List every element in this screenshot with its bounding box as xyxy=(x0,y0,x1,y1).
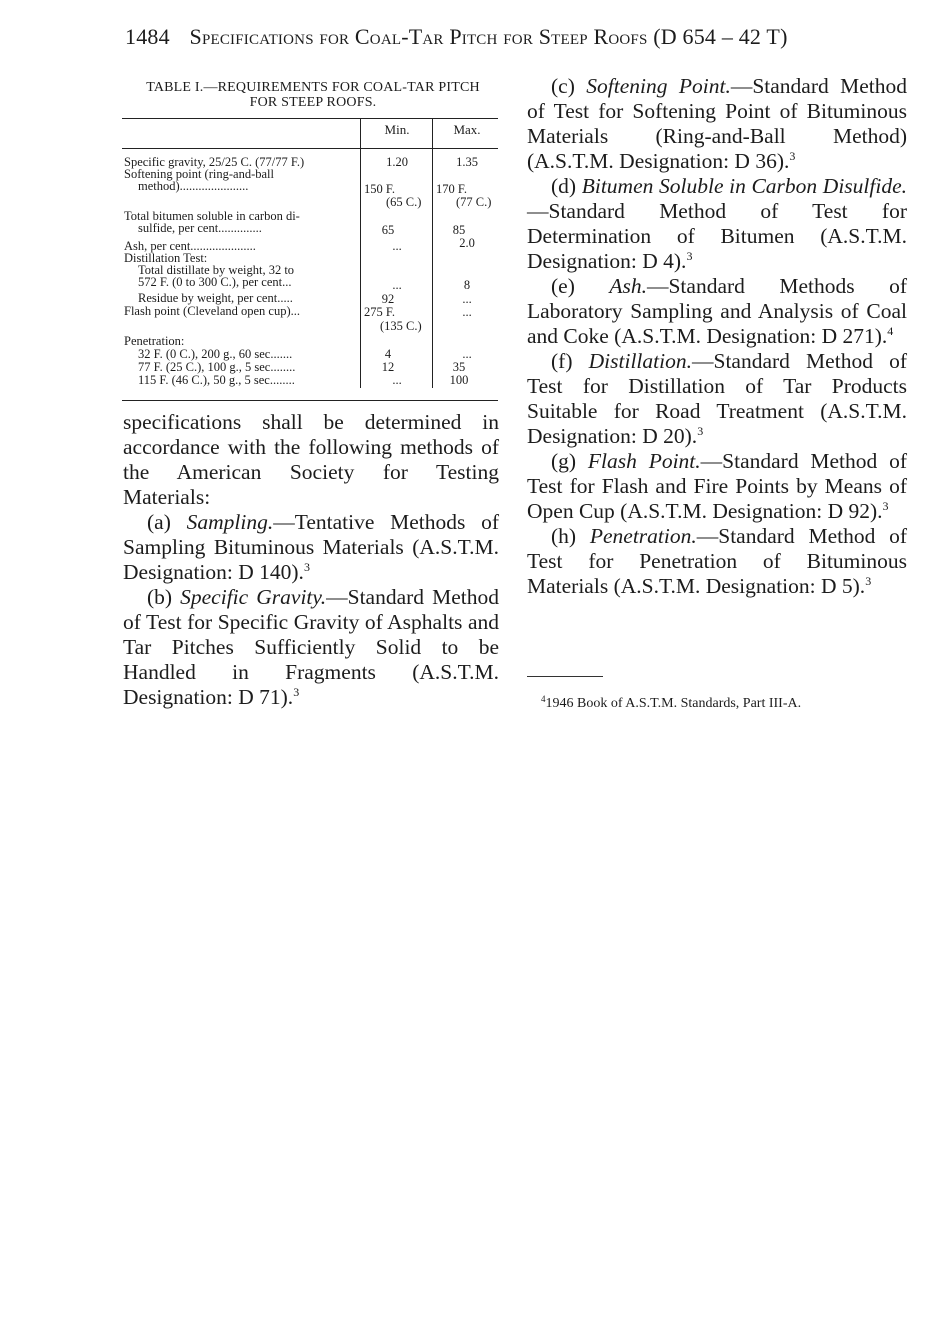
footnote-ref: 3 xyxy=(697,424,704,438)
min-value: 150 F. xyxy=(364,182,395,196)
row-label: Total bitumen soluble in carbon di- xyxy=(124,209,300,223)
row-label: Penetration: xyxy=(124,334,185,348)
min-value: (65 C.) xyxy=(386,195,422,209)
min-value: 1.20 xyxy=(386,155,408,169)
paragraph-label: (b) xyxy=(147,585,173,609)
min-value: (135 C.) xyxy=(380,319,422,333)
row-label: Ash, per cent..................... xyxy=(124,239,256,253)
column-header-min: Min. xyxy=(384,122,410,137)
paragraph-label: (c) xyxy=(551,74,575,98)
row-label: Softening point (ring-and-ball xyxy=(124,167,274,181)
paragraph-f xyxy=(527,349,907,449)
paragraph-e xyxy=(527,274,907,349)
footnote-text: 1946 Book of A.S.T.M. Standards, Part III-A. xyxy=(545,696,802,711)
left-column-text xyxy=(123,410,499,710)
table-column-rule-1 xyxy=(360,118,361,388)
paragraph-title: Bitumen Soluble in Carbon Disulfide. xyxy=(581,174,908,198)
min-value: 4 xyxy=(384,347,392,361)
table-column-rule-2 xyxy=(432,118,433,388)
max-value: 100 xyxy=(449,373,469,387)
paragraph-label: (g) xyxy=(551,449,577,473)
row-label: method)...................... xyxy=(138,179,249,193)
footnote-ref: 3 xyxy=(882,499,889,513)
column-header-max: Max. xyxy=(453,122,481,137)
max-value: 2.0 xyxy=(459,236,475,250)
max-value: 170 F. xyxy=(436,182,467,196)
max-value: 1.35 xyxy=(456,155,478,169)
paragraph-body: —Standard Method of Test for Penetration of Bituminous Materials (A.S.T.M. Designation: D 5). xyxy=(527,524,908,598)
paragraph-title: Sampling. xyxy=(186,510,274,534)
paragraph-label: (e) xyxy=(551,274,575,298)
page-number: 1484 xyxy=(125,24,170,49)
row-label: Distillation Test: xyxy=(124,251,208,265)
min-value: 65 xyxy=(381,223,395,237)
footnote-ref: 3 xyxy=(303,560,310,574)
paragraph-body: —Standard Method of Test for Distillation of Tar Products Suitable for Road Treatment (A.S.T.M. Designation: D 20). xyxy=(527,349,908,448)
table-bottom-rule xyxy=(122,400,498,401)
max-value: 35 xyxy=(452,360,466,374)
right-column-text xyxy=(527,74,907,599)
table-top-rule xyxy=(122,118,498,119)
paragraph-label: (h) xyxy=(551,524,577,548)
table-title-line-2: FOR STEEP ROOFS. xyxy=(249,95,377,110)
paragraph-body: —Standard Method of Test for Flash and Fire Points by Means of Open Cup (A.S.T.M. Designation: D 92). xyxy=(527,449,908,523)
row-label: 115 F. (46 C.), 50 g., 5 sec........ xyxy=(138,373,295,387)
paragraph-body: —Standard Method of Test for Softening Point of Bituminous Materials (Ring-and-Ball Method) (A.S.T.M. Designation: D 36). xyxy=(527,74,908,173)
running-title: Specifications for Coal-Tar Pitch for Steep Roofs (D 654 – 42 T) xyxy=(189,24,788,49)
paragraph-title: Penetration. xyxy=(589,524,697,548)
max-value: ... xyxy=(462,347,472,361)
paragraph-a xyxy=(123,510,499,585)
table-title xyxy=(122,80,504,110)
paragraph-body: —Standard Methods of Laboratory Sampling and Analysis of Coal and Coke (A.S.T.M. Designation: D 271). xyxy=(527,274,907,348)
footnote-ref: 3 xyxy=(789,149,796,163)
paragraph-label: (f) xyxy=(551,349,573,373)
row-label: sulfide, per cent.............. xyxy=(138,221,262,235)
paragraph-title: Softening Point. xyxy=(586,74,731,98)
intro-paragraph: specifications shall be determined in accordance with the following methods of the American Society for Testing Materials: xyxy=(123,410,499,509)
paragraph-body: —Standard Method of Test for Specific Gravity of Asphalts and Tar Pitches Sufficiently Solid to be Handled in Fragments (A.S.T.M. Designation: D 71). xyxy=(123,585,499,709)
row-label: Residue by weight, per cent..... xyxy=(138,291,293,305)
min-value: 12 xyxy=(381,360,395,374)
row-label: Flash point (Cleveland open cup)... xyxy=(124,304,301,318)
paragraph-label: (a) xyxy=(147,510,171,534)
footnote-rule xyxy=(527,676,603,677)
footnote xyxy=(541,696,801,712)
row-label: 77 F. (25 C.), 100 g., 5 sec........ xyxy=(138,360,296,374)
min-value: ... xyxy=(392,278,402,292)
paragraph-label: (d) xyxy=(551,174,577,198)
row-label: 32 F. (0 C.), 200 g., 60 sec....... xyxy=(138,347,293,361)
table-header-rule xyxy=(122,148,498,149)
paragraph-title: Ash. xyxy=(609,274,647,298)
paragraph-title: Distillation. xyxy=(588,349,692,373)
footnote-ref: 4 xyxy=(887,324,894,338)
min-value: ... xyxy=(392,373,402,387)
footnote-ref: 3 xyxy=(865,574,872,588)
paragraph-title: Flash Point. xyxy=(587,449,701,473)
max-value: 8 xyxy=(463,278,471,292)
running-header xyxy=(125,24,788,50)
max-value: ... xyxy=(462,305,472,319)
paragraph-g xyxy=(527,449,907,524)
footnote-ref: 3 xyxy=(686,249,693,263)
table-title-line-1: TABLE I.—REQUIREMENTS FOR COAL-TAR PITCH xyxy=(146,80,480,95)
paragraph-c xyxy=(527,74,907,174)
paragraph-body: —Standard Method of Test for Determination of Bitumen (A.S.T.M. Designation: D 4). xyxy=(527,199,907,273)
min-value: ... xyxy=(392,239,402,253)
row-label: 572 F. (0 to 300 C.), per cent... xyxy=(138,275,292,289)
footnote-ref: 3 xyxy=(293,685,300,699)
paragraph-title: Specific Gravity. xyxy=(180,585,327,609)
footnote-marker: 4 xyxy=(541,694,546,704)
max-value: 85 xyxy=(452,223,466,237)
row-label: Specific gravity, 25/25 C. (77/77 F.) xyxy=(124,155,305,169)
row-label: Total distillate by weight, 32 to xyxy=(138,263,295,277)
paragraph-h xyxy=(527,524,907,599)
max-value: ... xyxy=(462,292,472,306)
min-value: 275 F. xyxy=(364,305,395,319)
paragraph-body: —Tentative Methods of Sampling Bituminous Materials (A.S.T.M. Designation: D 140). xyxy=(123,510,500,584)
min-value: 92 xyxy=(381,292,395,306)
paragraph-d xyxy=(527,174,907,274)
max-value: (77 C.) xyxy=(456,195,492,209)
paragraph-b xyxy=(123,585,499,710)
